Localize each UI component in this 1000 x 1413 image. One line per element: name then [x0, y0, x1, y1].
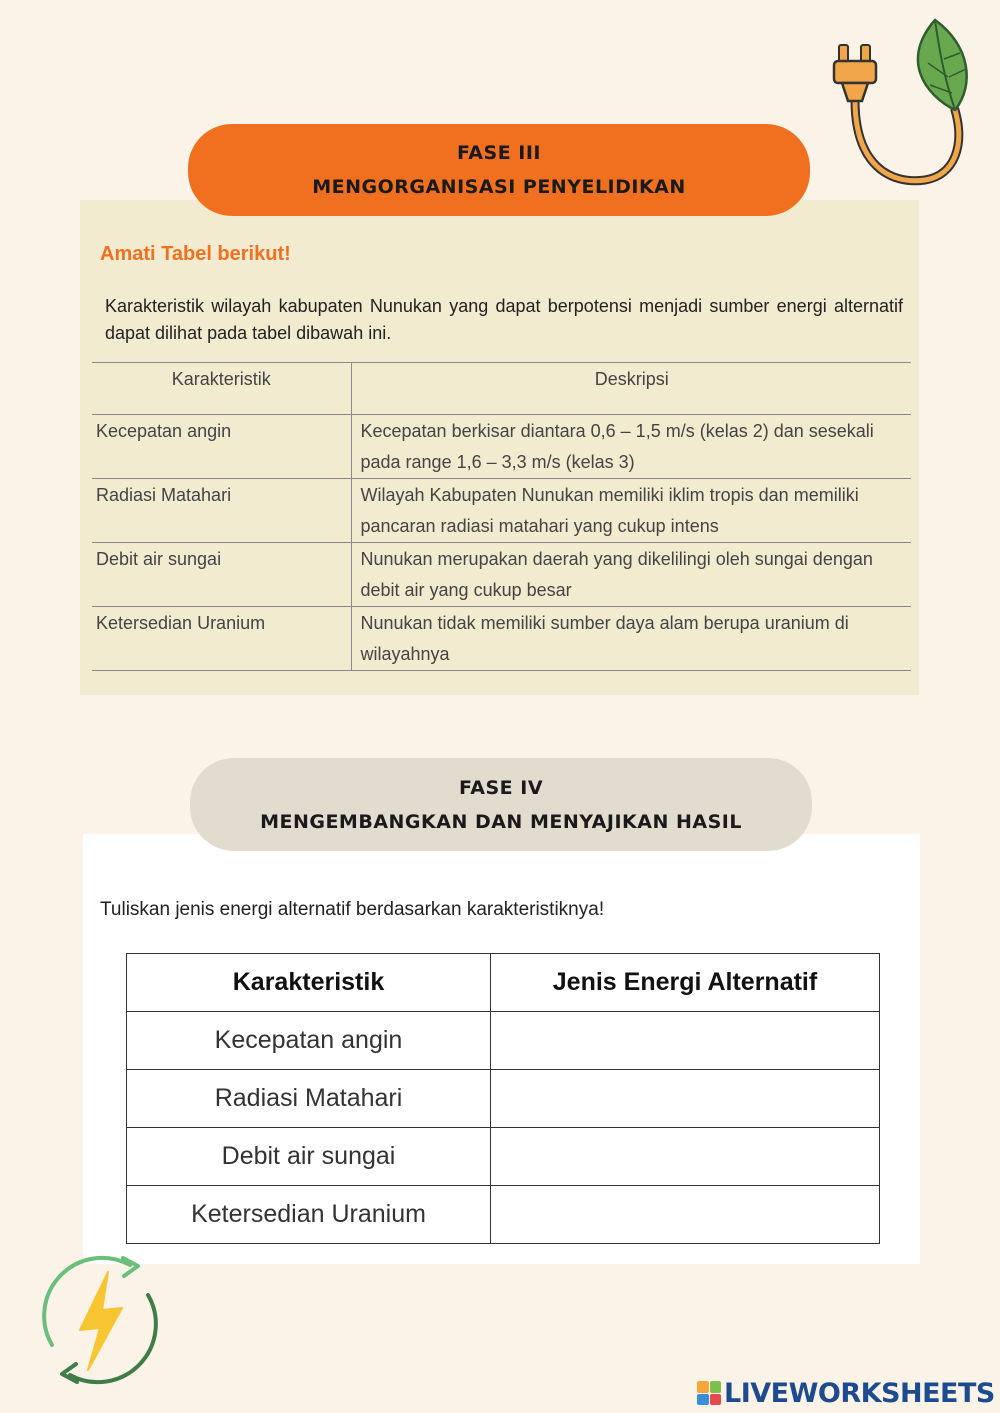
answer-row-label: Debit air sungai — [127, 1128, 491, 1186]
table-cell-karakteristik: Debit air sungai — [92, 543, 351, 607]
table-row — [127, 1186, 880, 1244]
renewable-energy-bolt-icon — [30, 1250, 170, 1390]
phase3-title-banner — [188, 124, 810, 216]
table-row — [92, 607, 911, 671]
table-cell-deskripsi: Kecepatan berkisar diantara 0,6 – 1,5 m/s (kelas 2) dan sesekali pada range 1,6 – 3,3 m/s (kelas 3) — [351, 415, 911, 479]
plug-leaf-icon — [830, 15, 980, 190]
phase3-title-line1: FASE III — [457, 142, 541, 164]
table-cell-deskripsi: Nunukan tidak memiliki sumber daya alam berupa uranium di wilayahnya — [351, 607, 911, 671]
phase3-intro: Karakteristik wilayah kabupaten Nunukan yang dapat berpotensi menjadi sumber energi alternatif dapat dilihat pada tabel dibawah ini. — [105, 296, 903, 343]
table-row — [127, 1128, 880, 1186]
brand-name: LIVEWORKSHEETS — [724, 1377, 995, 1409]
table-row — [92, 415, 911, 479]
answer-table — [126, 953, 880, 1244]
table-row — [127, 1012, 880, 1070]
table-cell-karakteristik: Kecepatan angin — [92, 415, 351, 479]
table-cell-deskripsi: Nunukan merupakan daerah yang dikelilingi oleh sungai dengan debit air yang cukup besar — [351, 543, 911, 607]
answer-row-label: Ketersedian Uranium — [127, 1186, 491, 1244]
phase4-title-line2: MENGEMBANGKAN DAN MENYAJIKAN HASIL — [260, 810, 742, 833]
liveworksheets-logo-icon — [697, 1381, 721, 1405]
answer-input[interactable] — [491, 1186, 880, 1244]
answer-input[interactable] — [491, 1070, 880, 1128]
table-header-karakteristik: Karakteristik — [92, 363, 351, 415]
phase3-title-line2: MENGORGANISASI PENYELIDIKAN — [312, 176, 686, 198]
phase4-title-line1: FASE IV — [458, 776, 544, 799]
table-row — [127, 1070, 880, 1128]
liveworksheets-brand — [697, 1375, 995, 1411]
answer-row-label: Radiasi Matahari — [127, 1070, 491, 1128]
answer-row-label: Kecepatan angin — [127, 1012, 491, 1070]
answer-header-jenis-energi: Jenis Energi Alternatif — [491, 954, 880, 1012]
table-row — [92, 543, 911, 607]
answer-input[interactable] — [491, 1128, 880, 1186]
phase3-heading: Amati Tabel berikut! — [100, 243, 291, 265]
answer-input[interactable] — [491, 1012, 880, 1070]
answer-header-karakteristik: Karakteristik — [127, 954, 491, 1012]
table-cell-karakteristik: Radiasi Matahari — [92, 479, 351, 543]
phase4-instruction: Tuliskan jenis energi alternatif berdasarkan karakteristiknya! — [100, 899, 605, 920]
characteristics-table — [92, 362, 911, 671]
table-row — [92, 479, 911, 543]
table-cell-karakteristik: Ketersedian Uranium — [92, 607, 351, 671]
phase4-title-banner — [190, 758, 812, 851]
table-cell-deskripsi: Wilayah Kabupaten Nunukan memiliki iklim tropis dan memiliki pancaran radiasi matahari yang cukup intens — [351, 479, 911, 543]
table-header-deskripsi: Deskripsi — [351, 363, 911, 415]
